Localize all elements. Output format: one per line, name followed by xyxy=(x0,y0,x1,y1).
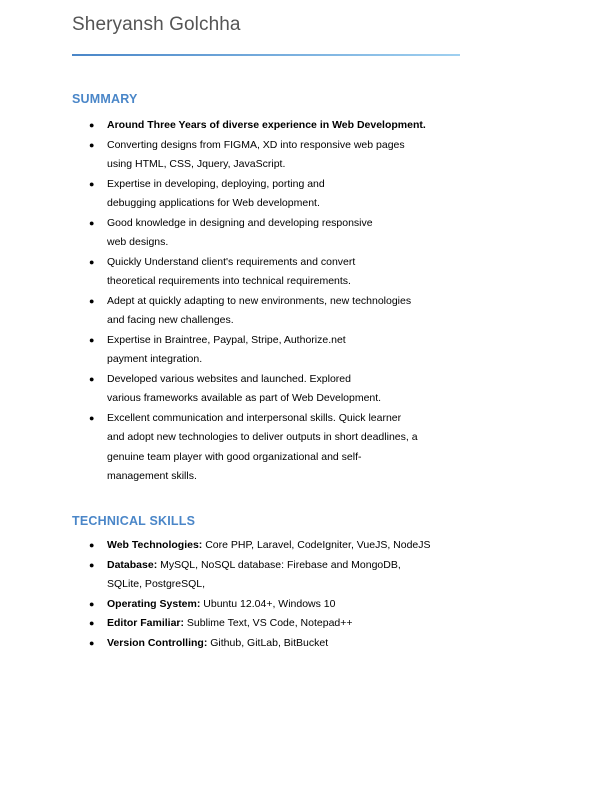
summary-line: and facing new challenges. xyxy=(107,314,234,326)
skill-item-version-controlling xyxy=(0,634,431,654)
skill-value: Sublime Text, VS Code, Notepad++ xyxy=(184,617,353,629)
summary-item xyxy=(0,116,426,136)
skill-value: MySQL, NoSQL database: Firebase and MongoDB, xyxy=(157,558,401,571)
skill-item-editor-familiar xyxy=(0,614,431,634)
bullet-icon: ● xyxy=(89,178,95,189)
summary-item xyxy=(0,175,426,214)
bullet-icon: ● xyxy=(89,559,95,570)
skill-label: Version Controlling: xyxy=(107,636,208,649)
skill-value: Ubuntu 12.04+, Windows 10 xyxy=(200,597,336,610)
summary-line: using HTML, CSS, Jquery, JavaScript. xyxy=(107,158,286,170)
skill-value: Github, GitLab, BitBucket xyxy=(207,636,329,649)
bullet-icon: ● xyxy=(89,618,95,628)
summary-line: various frameworks available as part of Web Development. xyxy=(107,392,382,404)
candidate-name: Sheryansh Golchha xyxy=(72,14,241,35)
summary-list xyxy=(0,116,426,487)
summary-line: debugging applications for Web development. xyxy=(107,197,320,209)
name-divider xyxy=(72,54,460,56)
summary-line: Expertise in Braintree, Paypal, Stripe, Authorize.net xyxy=(107,333,346,346)
bullet-icon: ● xyxy=(89,598,95,609)
skill-label: Operating System: xyxy=(107,597,201,610)
summary-item xyxy=(0,136,426,175)
summary-item xyxy=(0,370,426,409)
summary-item xyxy=(0,292,426,331)
summary-line: Developed various websites and launched. Explored xyxy=(107,372,351,385)
bullet-icon: ● xyxy=(89,217,95,228)
summary-line: payment integration. xyxy=(107,353,203,365)
bullet-icon: ● xyxy=(89,256,95,267)
summary-line: Excellent communication and interpersonal skills. Quick learner xyxy=(107,411,402,424)
summary-item xyxy=(0,331,426,370)
summary-line: Around Three Years of diverse experience in Web Development. xyxy=(107,119,426,131)
summary-item xyxy=(0,214,426,253)
technical-skills-heading: TECHNICAL SKILLS xyxy=(72,514,196,528)
skills-list xyxy=(0,536,431,653)
summary-item xyxy=(0,253,426,292)
summary-heading: SUMMARY xyxy=(72,92,138,106)
skill-value: Core PHP, Laravel, CodeIgniter, VueJS, NodeJS xyxy=(202,539,431,551)
summary-line: theoretical requirements into technical requirements. xyxy=(107,275,351,287)
skill-item-operating-system xyxy=(0,595,431,615)
summary-line: genuine team player with good organizational and self- xyxy=(107,450,362,463)
summary-line: web designs. xyxy=(107,236,169,248)
summary-item xyxy=(0,409,426,487)
bullet-icon: ● xyxy=(89,412,95,423)
bullet-icon: ● xyxy=(89,120,95,130)
skill-label: Web Technologies: xyxy=(107,539,203,551)
bullet-icon: ● xyxy=(89,334,95,345)
bullet-icon: ● xyxy=(89,373,95,384)
summary-line: Adept at quickly adapting to new environments, new technologies xyxy=(107,294,412,307)
bullet-icon: ● xyxy=(89,295,95,306)
bullet-icon: ● xyxy=(89,540,95,550)
skill-label: Database: xyxy=(107,558,158,571)
summary-line: Quickly Understand client's requirements and convert xyxy=(107,255,356,268)
skill-value: SQLite, PostgreSQL, xyxy=(107,578,206,590)
summary-line: Expertise in developing, deploying, porting and xyxy=(107,177,325,190)
summary-line: Good knowledge in designing and developing responsive xyxy=(107,216,373,229)
bullet-icon: ● xyxy=(89,139,95,150)
skill-label: Editor Familiar: xyxy=(107,617,185,629)
summary-line: management skills. xyxy=(107,470,197,482)
summary-line: and adopt new technologies to deliver outputs in short deadlines, a xyxy=(107,431,418,443)
skill-item-web-technologies xyxy=(0,536,431,556)
skill-item-database xyxy=(0,556,431,595)
summary-line: Converting designs from FIGMA, XD into responsive web pages xyxy=(107,138,405,151)
bullet-icon: ● xyxy=(89,637,95,648)
